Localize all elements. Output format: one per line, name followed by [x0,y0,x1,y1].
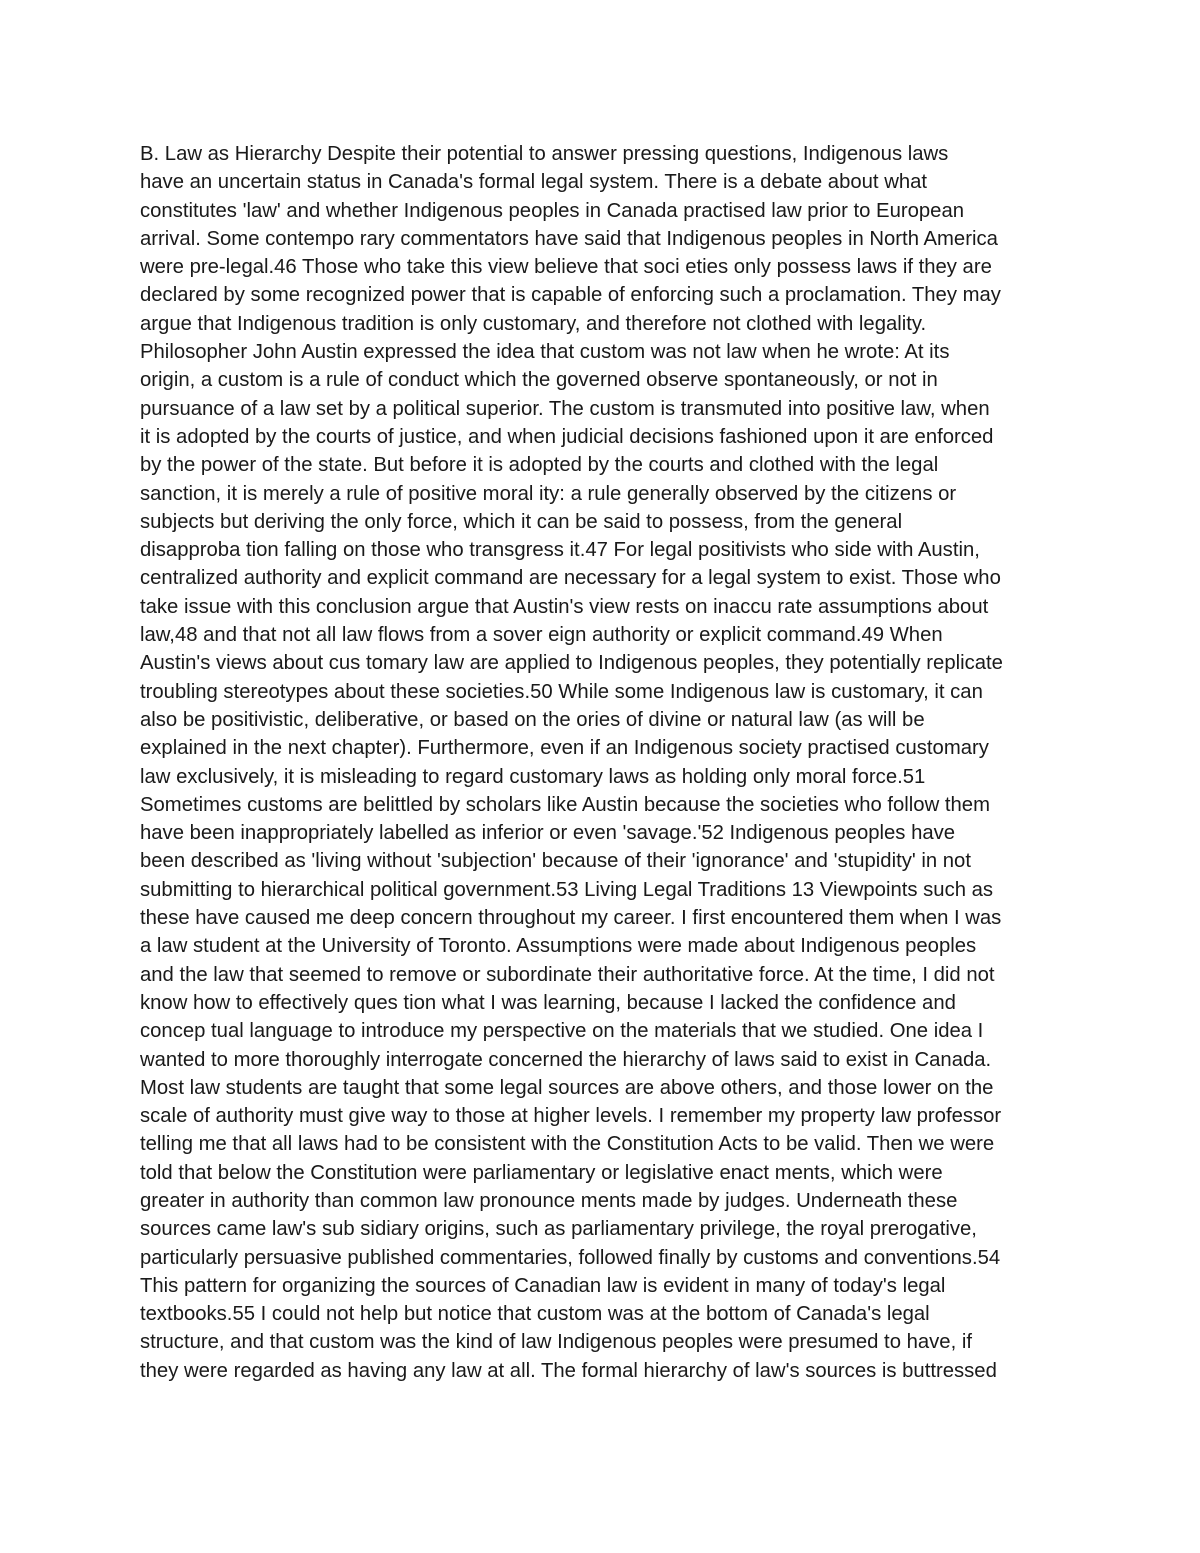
text-line: troubling stereotypes about these societies.50 While some Indigenous law is customary, it can [140,680,983,703]
text-line: argue that Indigenous tradition is only customary, and therefore not clothed with legality. [140,312,927,335]
text-line: a law student at the University of Toronto. Assumptions were made about Indigenous peoples [140,935,977,958]
text-line: scale of authority must give way to those at higher levels. I remember my property law professor [140,1105,1002,1128]
text-line: This pattern for organizing the sources of Canadian law is evident in many of today's legal [140,1274,946,1297]
text-line: Philosopher John Austin expressed the idea that custom was not law when he wrote: At its [140,341,950,364]
text-line: have an uncertain status in Canada's formal legal system. There is a debate about what [140,171,928,194]
text-line: particularly persuasive published commentaries, followed finally by customs and conventions.54 [140,1246,1001,1269]
text-line: origin, a custom is a rule of conduct which the governed observe spontaneously, or not in [140,369,938,392]
text-line: also be positivistic, deliberative, or based on the ories of divine or natural law (as will be [140,708,925,731]
text-line: been described as 'living without 'subjection' because of their 'ignorance' and 'stupidity' in not [140,850,971,873]
text-line: pursuance of a law set by a political superior. The custom is transmuted into positive law, when [140,397,990,420]
text-line: were pre-legal.46 Those who take this view believe that soci eties only possess laws if they are [140,256,992,279]
text-line: by the power of the state. But before it is adopted by the courts and clothed with the legal [140,454,939,477]
text-line: and the law that seemed to remove or subordinate their authoritative force. At the time, I did not [140,963,995,986]
text-line: wanted to more thoroughly interrogate concerned the hierarchy of laws said to exist in Canada. [140,1048,992,1071]
text-line: telling me that all laws had to be consistent with the Constitution Acts to be valid. Then we were [140,1133,995,1156]
body-text [140,140,1070,1385]
text-line: Austin's views about cus tomary law are applied to Indigenous peoples, they potentially replicate [140,652,1003,675]
text-line: know how to effectively ques tion what I was learning, because I lacked the confidence and [140,991,956,1014]
text-line: greater in authority than common law pronounce ments made by judges. Underneath these [140,1189,958,1212]
text-line: declared by some recognized power that is capable of enforcing such a proclamation. They may [140,284,1001,307]
text-line: constitutes 'law' and whether Indigenous peoples in Canada practised law prior to European [140,199,965,222]
text-line: sources came law's sub sidiary origins, such as parliamentary privilege, the royal prerogative, [140,1218,977,1241]
text-line: Most law students are taught that some legal sources are above others, and those lower on the [140,1076,994,1099]
text-line: subjects but deriving the only force, which it can be said to possess, from the general [140,510,903,533]
text-line: these have caused me deep concern throughout my career. I first encountered them when I was [140,907,1002,930]
text-line: B. Law as Hierarchy Despite their potential to answer pressing questions, Indigenous laws [140,143,949,165]
text-line: textbooks.55 I could not help but notice that custom was at the bottom of Canada's legal [140,1303,930,1326]
text-line: structure, and that custom was the kind of law Indigenous peoples were presumed to have, if [140,1331,972,1354]
text-line: they were regarded as having any law at all. The formal hierarchy of law's sources is buttressed [140,1359,997,1382]
text-line: submitting to hierarchical political government.53 Living Legal Traditions 13 Viewpoints such as [140,878,994,901]
text-line: told that below the Constitution were parliamentary or legislative enact ments, which were [140,1161,943,1184]
text-line: arrival. Some contempo rary commentators have said that Indigenous peoples in North America [140,227,998,250]
text-line: Sometimes customs are belittled by scholars like Austin because the societies who follow them [140,793,990,816]
text-line: centralized authority and explicit command are necessary for a legal system to exist. Those who [140,567,1001,590]
text-line: it is adopted by the courts of justice, and when judicial decisions fashioned upon it are enforced [140,425,994,448]
text-line: have been inappropriately labelled as inferior or even 'savage.'52 Indigenous peoples have [140,822,956,845]
text-line: law,48 and that not all law flows from a sover eign authority or explicit command.49 When [140,624,943,647]
text-line: take issue with this conclusion argue that Austin's view rests on inaccu rate assumptions about [140,595,989,618]
text-line: concep tual language to introduce my perspective on the materials that we studied. One idea I [140,1020,984,1043]
text-line: sanction, it is merely a rule of positive moral ity: a rule generally observed by the citizens or [140,482,957,505]
text-line: explained in the next chapter). Furthermore, even if an Indigenous society practised customary [140,737,989,760]
text-line: law exclusively, it is misleading to regard customary laws as holding only moral force.51 [140,765,926,788]
text-line: disapproba tion falling on those who transgress it.47 For legal positivists who side with Austin, [140,539,980,562]
